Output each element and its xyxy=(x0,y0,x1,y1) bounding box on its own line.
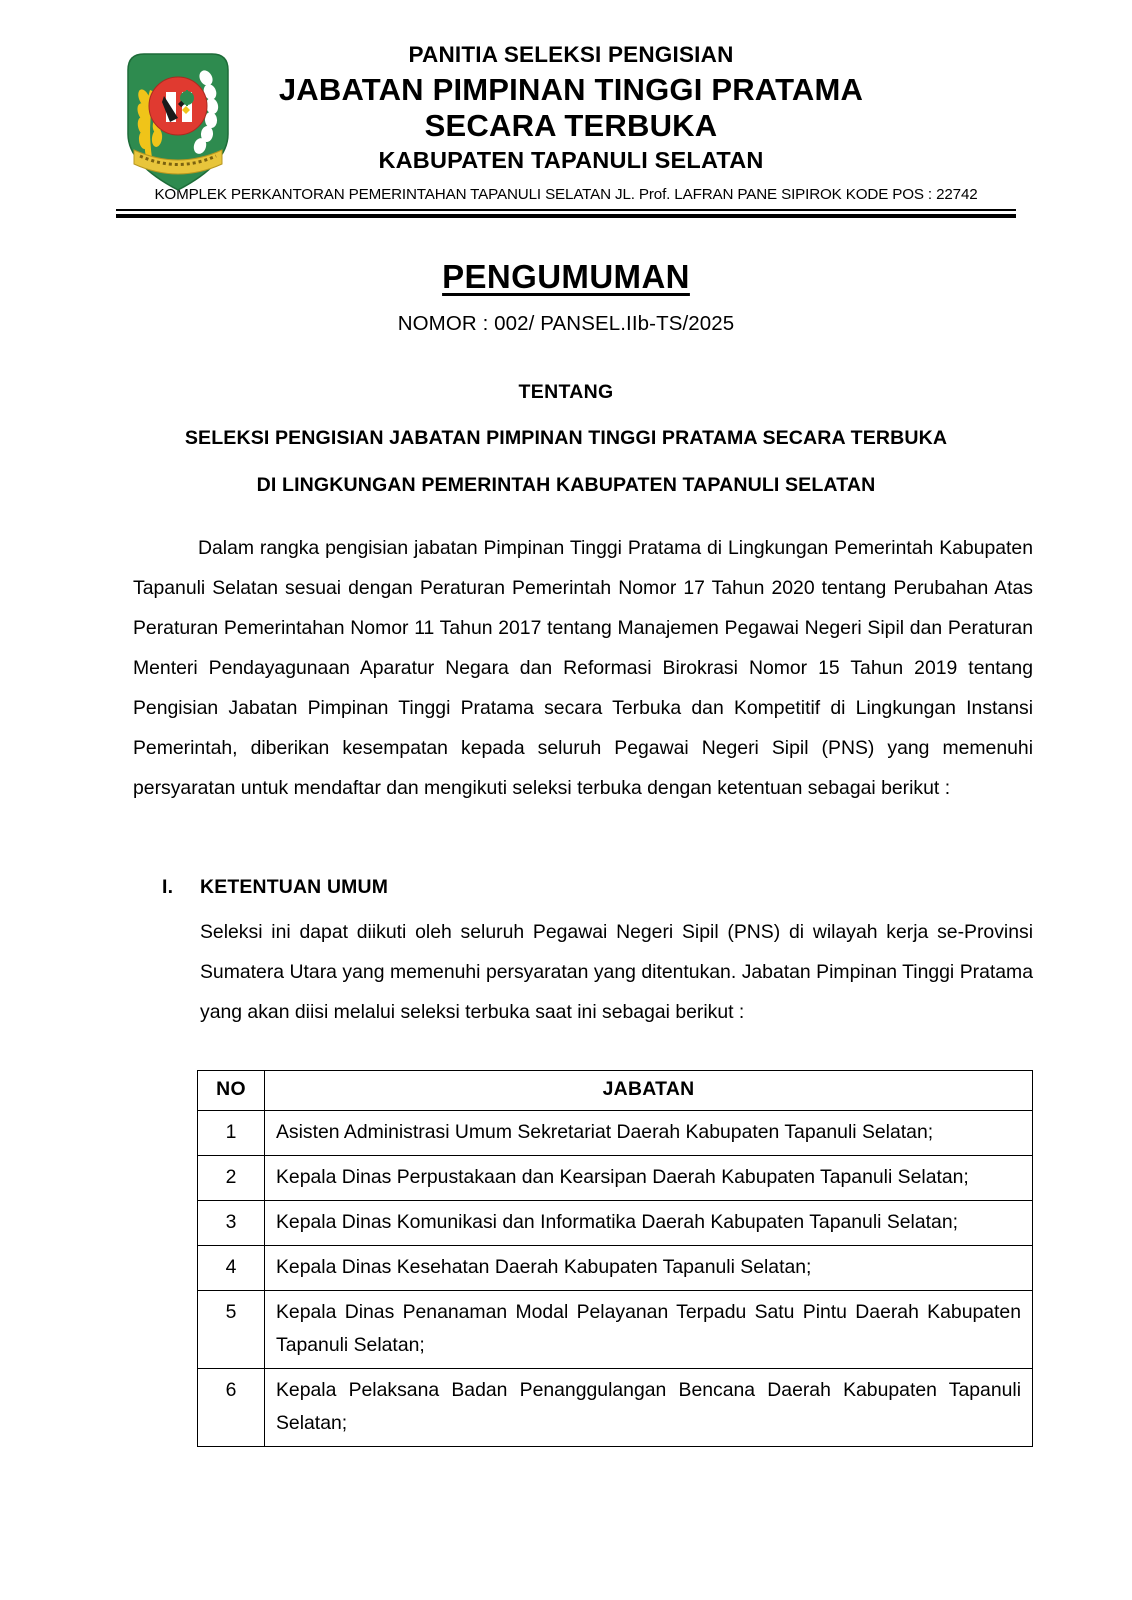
title-block xyxy=(0,258,1132,497)
table-row xyxy=(198,1156,1033,1201)
jabatan-table-wrapper xyxy=(197,1070,1033,1447)
column-header-jabatan: JABATAN xyxy=(265,1071,1033,1111)
cell-jabatan: Kepala Dinas Penanaman Modal Pelayanan Terpadu Satu Pintu Daerah Kabupaten Tapanuli Selatan; xyxy=(265,1291,1033,1369)
jabatan-table xyxy=(197,1070,1033,1447)
table-row xyxy=(198,1291,1033,1369)
section-paragraph: Seleksi ini dapat diikuti oleh seluruh Pegawai Negeri Sipil (PNS) di wilayah kerja se-Provinsi Sumatera Utara yang memenuhi persyaratan yang ditentukan. Jabatan Pimpinan Tinggi Pratama yang akan diisi melalui seleksi terbuka saat ini sebagai berikut : xyxy=(200,921,1033,1023)
table-row xyxy=(198,1369,1033,1447)
letterhead-line-1: PANITIA SELEKSI PENGISIAN xyxy=(408,42,734,67)
cell-jabatan: Kepala Dinas Kesehatan Daerah Kabupaten Tapanuli Selatan; xyxy=(265,1246,1033,1291)
cell-no: 3 xyxy=(198,1201,265,1246)
letterhead-line-4: KABUPATEN TAPANULI SELATAN xyxy=(378,147,764,174)
shield-emblem-icon xyxy=(120,46,236,196)
section-heading-label: KETENTUAN UMUM xyxy=(200,876,389,898)
cell-jabatan: Kepala Pelaksana Badan Penanggulangan Bencana Daerah Kabupaten Tapanuli Selatan; xyxy=(265,1369,1033,1447)
table-header-row xyxy=(198,1071,1033,1111)
cell-no: 2 xyxy=(198,1156,265,1201)
cell-jabatan: Kepala Dinas Perpustakaan dan Kearsipan Daerah Kabupaten Tapanuli Selatan; xyxy=(265,1156,1033,1201)
letterhead-line-2: JABATAN PIMPINAN TINGGI PRATAMA xyxy=(278,71,864,107)
page-title: PENGUMUMAN xyxy=(442,258,690,295)
opening-paragraph-block xyxy=(133,528,1033,808)
cell-no: 4 xyxy=(198,1246,265,1291)
table-row xyxy=(198,1201,1033,1246)
cell-no: 5 xyxy=(198,1291,265,1369)
column-header-no: NO xyxy=(198,1071,265,1111)
cell-no: 6 xyxy=(198,1369,265,1447)
regency-emblem-logo xyxy=(120,46,236,196)
cell-jabatan: Kepala Dinas Komunikasi dan Informatika Daerah Kabupaten Tapanuli Selatan; xyxy=(265,1201,1033,1246)
subject-line-1: SELEKSI PENGISIAN JABATAN PIMPINAN TINGGI PRATAMA SECARA TERBUKA xyxy=(184,427,948,449)
letterhead-divider xyxy=(116,209,1016,218)
document-number: NOMOR : 002/ PANSEL.IIb-TS/2025 xyxy=(397,312,735,335)
cell-jabatan: Asisten Administrasi Umum Sekretariat Daerah Kabupaten Tapanuli Selatan; xyxy=(265,1111,1033,1156)
table-body xyxy=(198,1111,1033,1447)
letterhead-address: KOMPLEK PERKANTORAN PEMERINTAHAN TAPANULI SELATAN JL. Prof. LAFRAN PANE SIPIROK KODE POS : 22742 xyxy=(154,186,978,204)
subject-line-2: DI LINGKUNGAN PEMERINTAH KABUPATEN TAPANULI SELATAN xyxy=(256,474,876,496)
table-row xyxy=(198,1111,1033,1156)
letterhead xyxy=(0,0,1132,218)
letterhead-line-3: SECARA TERBUKA xyxy=(424,107,718,143)
opening-paragraph: Dalam rangka pengisian jabatan Pimpinan Tinggi Pratama di Lingkungan Pemerintah Kabupaten Tapanuli Selatan sesuai dengan Peraturan Pemerintah Nomor 17 Tahun 2020 tentang Perubahan Atas Peraturan Pemerintahan Nomor 11 Tahun 2017 tentang Manajemen Pegawai Negeri Sipil dan Peraturan Menteri Pendayagunaan Aparatur Negara dan Reformasi Birokrasi Nomor 15 Tahun 2019 tentang Pengisian Jabatan Pimpinan Tinggi Pratama secara Terbuka dan Kompetitif di Lingkungan Instansi Pemerintah, diberikan kesempatan kepada seluruh Pegawai Negeri Sipil (PNS) yang memenuhi persyaratan untuk mendaftar dan mengikuti seleksi terbuka dengan ketentuan sebagai berikut : xyxy=(133,537,1033,799)
table-row xyxy=(198,1246,1033,1291)
divider-thick-line xyxy=(116,214,1016,218)
tentang-label: TENTANG xyxy=(518,381,614,403)
cell-no: 1 xyxy=(198,1111,265,1156)
section-ketentuan-umum xyxy=(133,870,1033,1032)
section-heading xyxy=(133,870,1033,904)
section-numeral: I. xyxy=(162,876,174,898)
